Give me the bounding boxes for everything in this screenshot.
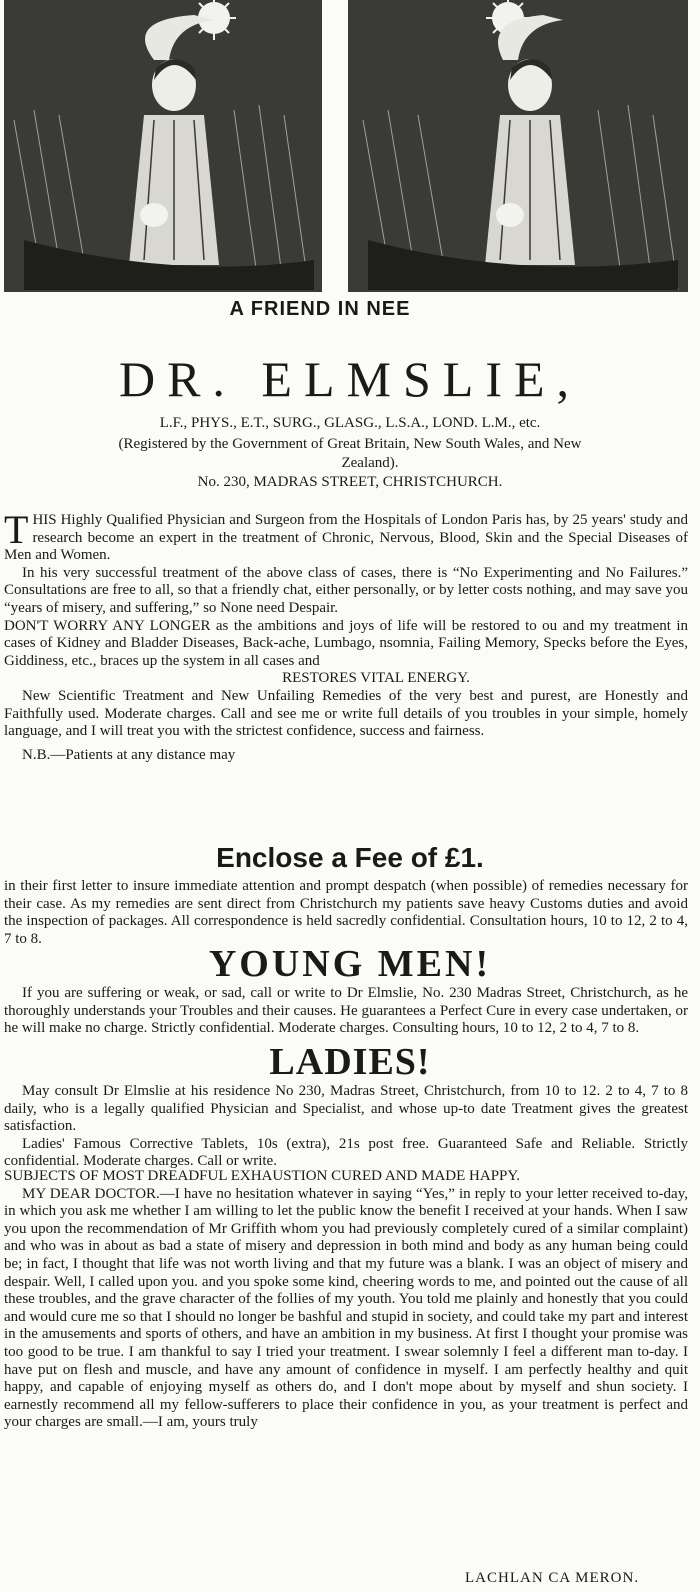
woman-with-sunburst-engraving-icon <box>4 0 322 292</box>
young-men-text: If you are suffering or weak, or sad, call or write to Dr Elmslie, No. 230 Madras Street, Christchurch, as he thoroughly understands your Troubles and their causes. He guarantees a Perfect Cure in every case undertaken, or he will make no charge. Strictly confidential. Moderate charges. Consulting hours, 10 to 12, 2 to 4, 7 to 8. <box>4 985 688 1037</box>
nb-note: N.B.—Patients at any distance may <box>22 746 236 763</box>
intro-paragraph-4: New Scientific Treatment and New Unfailing Remedies of the very best and purest, are Honestly and Faithfully used. Moderate charges. Call and see me or write full details of you troubles in your simple, homely language, and I will treat you with the strictest confidence, success and fairness. <box>4 687 688 740</box>
registration-line-1: (Registered by the Government of Great Britain, New South Wales, and New <box>118 436 582 452</box>
testimonial-signature: LACHLAN CA MERON. <box>465 1570 640 1586</box>
intro-paragraph-2: In his very successful treatment of the above class of cases, there is “No Experimenting and No Failures.” Consultations are free to all, so that a friendly chat, either personally, or by letter costs nothing, and may save you “years of misery, and suffering,” so None need Despair. <box>4 564 688 616</box>
ladies-paragraph-2: Ladies' Famous Corrective Tablets, 10s (extra), 21s post free. Guaranteed Safe and Reliable. Strictly confidential. Moderate charges. Call or write. <box>4 1135 688 1170</box>
intro-paragraph-1: HIS Highly Qualified Physician and Surgeon from the Hospitals of London Paris has, by 25 years' study and research become an expert in the treatment of Chronic, Nervous, Blood, Skin and the Special Diseases of Men and Women. <box>4 512 688 564</box>
ladies-paragraph-1: May consult Dr Elmslie at his residence No 230, Madras Street, Christchurch, from 10 to 12. 2 to 4, 7 to 8 daily, who is a legally qualified Physician and Specialist, and whose up-to date Treatment gives the greatest satisfaction. <box>4 1083 688 1135</box>
fee-text: in their first letter to insure immediate attention and prompt despatch (when possible) of remedies necessary for their case. As my remedies are sent direct from Christchurch my patients save heavy Customs duties and avoid the inspection of packages. All correspondence is held sacredly confidential. Consultation hours, 10 to 12, 2 to 4, 7 to 8. <box>4 878 688 947</box>
young-men-heading: YOUNG MEN! <box>208 943 492 985</box>
testimonial-heading: SUBJECTS OF MOST DREADFUL EXHAUSTION CURED AND MADE HAPPY. <box>4 1168 521 1184</box>
intro-section <box>4 507 688 764</box>
drop-cap: T <box>4 507 29 552</box>
address: No. 230, MADRAS STREET, CHRISTCHURCH. <box>197 474 503 490</box>
tagline: A FRIEND IN NEE <box>229 298 411 320</box>
doctor-name: DR. ELMSLIE, <box>118 351 582 407</box>
restores-vital-energy: RESTORES VITAL ENERGY. <box>282 670 470 687</box>
testimonial-text: MY DEAR DOCTOR.—I have no hesitation whatever in saying “Yes,” in reply to your letter received to-day, in which you ask me whether I am willing to let the public know the benefit I received at your hands. When I saw you upon the recommendation of Mr Griffith whom you had previously completely cured of a similar complaint) and who was in about as bad a state of misery and depression in both mind and body as any human being could be; in fact, I thought that life was not worth living and that my future was a blank. I was an object of misery and despair. Well, I called upon you. and you spoke some kind, cheering words to me, and pointed out the cause of all these troubles, and the grave character of the follies of my youth. You told me plainly and honestly that you could and would cure me so that I should no longer be bashful and stupid in society, and could take my part and interest in the amusements and sports of others, and have an ambition in my business. At first I thought your promise was too good to be true. I am thankful to say I tried your treatment. I swear solemnly I feel a different man to-day. I have put on flesh and muscle, and have any amount of confidence in myself. I am perfectly healthy and quit happy, and capable of enjoying myself as others do, and I don't mope about by myself and shun society. I earnestly recommend all my fellow-sufferers to place their confidence in you, as your treatment is perfect and your charges are small.—I am, yours truly <box>4 1185 688 1431</box>
testimonial-section <box>4 1168 688 1432</box>
woman-with-sunburst-engraving-icon <box>348 0 688 292</box>
ladies-section <box>4 1083 688 1171</box>
fee-heading: Enclose a Fee of £1. <box>216 842 484 873</box>
registration-line-2: Zealand). <box>341 455 399 471</box>
intro-paragraph-3: DON'T WORRY ANY LONGER as the ambitions and joys of life will be restored to ou and my treatment in cases of Kidney and Bladder Diseases, Back-ache, Lumbago, nsomnia, Failing Memory, Specks before the Eyes, Giddiness, etc., braces up the system in all cases and <box>4 617 688 669</box>
qualifications: L.F., PHYS., E.T., SURG., GLASG., L.S.A., LOND. L.M., etc. <box>159 415 541 431</box>
ladies-heading: LADIES! <box>269 1041 431 1083</box>
